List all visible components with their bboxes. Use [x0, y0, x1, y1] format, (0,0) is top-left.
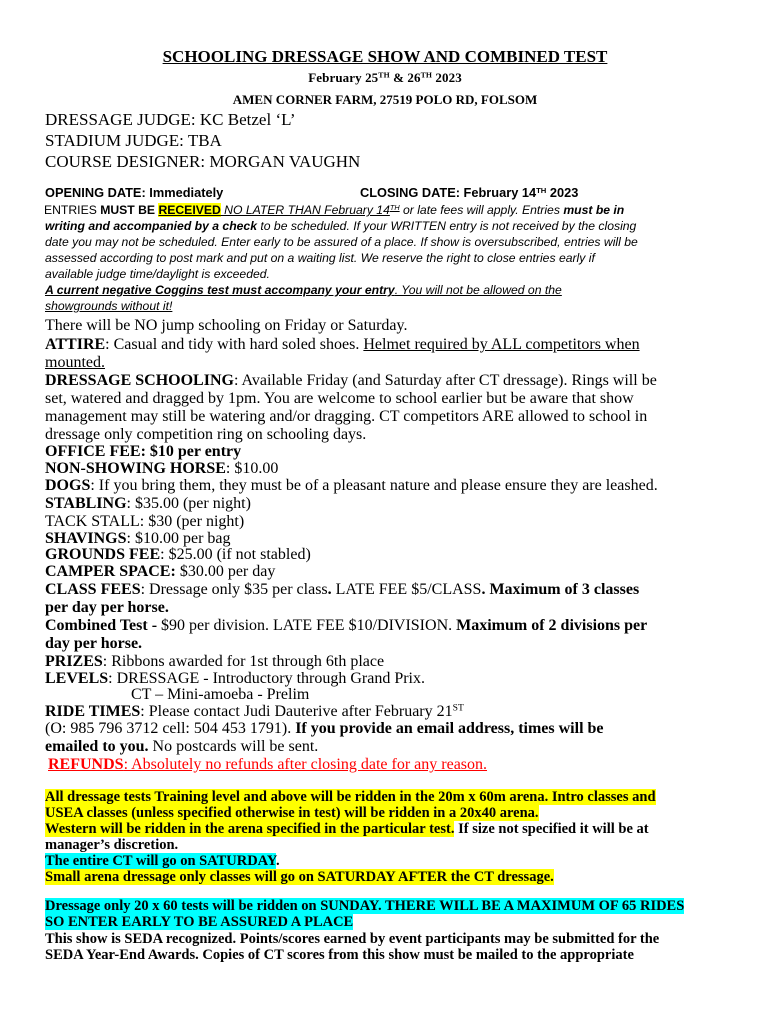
levels: LEVELS: DRESSAGE - Introductory through Grand Prix. [45, 670, 425, 687]
entries-line-3: date you may not be scheduled. Enter early to be assured of a place. If show is oversubscribed, entries will be [45, 235, 638, 249]
entries-line-5: available judge time/daylight is exceeded. [45, 267, 270, 281]
office-fee: OFFICE FEE: $10 per entry [45, 443, 242, 460]
opening-date: OPENING DATE: Immediately [45, 185, 224, 200]
dressage-judge: DRESSAGE JUDGE: KC Betzel ‘L’ [45, 110, 296, 129]
dressage-schooling-3: management may still be watering and/or dragging. CT competitors ARE allowed to school in [45, 408, 648, 425]
dressage-schooling-2: set, watered and dragged by 1pm. You are welcome to school earlier but be aware that show [45, 390, 634, 407]
page-title: SCHOOLING DRESSAGE SHOW AND COMBINED TEST [162, 47, 608, 66]
seda-note-2: SEDA Year-End Awards. Copies of CT scores from this show must be mailed to the appropriate [45, 947, 634, 963]
ride-times-contact: (O: 985 796 3712 cell: 504 453 1791). If you provide an email address, times will be [45, 720, 604, 737]
ct-saturday: The entire CT will go on SATURDAY. [45, 853, 280, 869]
coggins-notice-cont: showgrounds without it! [45, 299, 173, 313]
class-fees: CLASS FEES: Dressage only $35 per class. LATE FEE $5/CLASS. Maximum of 3 classes [45, 581, 640, 598]
stadium-judge: STADIUM JUDGE: TBA [45, 131, 222, 150]
stabling: STABLING: $35.00 (per night) [45, 495, 251, 512]
refunds: REFUNDS: Absolutely no refunds after closing date for any reason. [48, 756, 488, 773]
attire-cont: mounted. [45, 354, 105, 371]
venue: AMEN CORNER FARM, 27519 POLO RD, FOLSOM [232, 92, 538, 107]
prizes: PRIZES: Ribbons awarded for 1st through 6th place [45, 653, 385, 670]
sunday-note-2: SO ENTER EARLY TO BE ASSURED A PLACE [45, 914, 354, 930]
closing-date: CLOSING DATE: February 14TH 2023 [360, 185, 579, 200]
sunday-note: Dressage only 20 x 60 tests will be ridden on SUNDAY. THERE WILL BE A MAXIMUM OF 65 RIDES [45, 898, 685, 914]
course-designer: COURSE DESIGNER: MORGAN VAUGHN [45, 152, 361, 171]
levels-ct: CT – Mini-amoeba - Prelim [131, 686, 310, 703]
shavings: SHAVINGS: $10.00 per bag [45, 530, 231, 547]
no-jump-schooling: There will be NO jump schooling on Friday or Saturday. [45, 317, 408, 334]
tack-stall: TACK STALL: $30 (per night) [45, 513, 245, 530]
western-note: Western will be ridden in the arena specified in the particular test. If size not specified it will be at [45, 821, 649, 837]
non-showing-horse: NON-SHOWING HORSE: $10.00 [45, 460, 279, 477]
arena-note: All dressage tests Training level and above will be ridden in the 20m x 60m arena. Intro classes and [45, 789, 656, 805]
dressage-schooling: DRESSAGE SCHOOLING: Available Friday (and Saturday after CT dressage). Rings will be [45, 372, 657, 389]
ride-times: RIDE TIMES: Please contact Judi Dauterive after February 21ST [45, 702, 464, 720]
show-dates: February 25TH & 26TH 2023 [308, 70, 462, 85]
camper-space: CAMPER SPACE: $30.00 per day [45, 563, 276, 580]
western-note-2: manager’s discretion. [45, 837, 179, 853]
dressage-schooling-4: dressage only competition ring on schooling days. [45, 426, 367, 443]
ride-times-email: emailed to you. No postcards will be sent. [45, 738, 319, 755]
combined-test-fee: Combined Test - $90 per division. LATE FEE $10/DIVISION. Maximum of 2 divisions per [45, 617, 648, 634]
small-arena-note: Small arena dressage only classes will go on SATURDAY AFTER the CT dressage. [45, 869, 554, 885]
coggins-notice: A current negative Coggins test must accompany your entry. You will not be allowed on the [45, 283, 562, 297]
class-fees-cont: per day per horse. [45, 599, 169, 616]
entries-line-1: ENTRIES MUST BE RECEIVED NO LATER THAN February 14TH or late fees will apply. Entries must be in [44, 202, 625, 217]
entries-line-2: writing and accompanied by a check to be scheduled. If your WRITTEN entry is not received by the closing [45, 219, 637, 233]
attire: ATTIRE: Casual and tidy with hard soled shoes. Helmet required by ALL competitors when [45, 336, 640, 353]
seda-note: This show is SEDA recognized. Points/scores earned by event participants may be submitted for the [45, 931, 660, 947]
combined-test-fee-cont: day per horse. [45, 635, 143, 652]
grounds-fee: GROUNDS FEE: $25.00 (if not stabled) [45, 546, 311, 563]
entries-line-4: assessed according to post mark and put on a waiting list. We reserve the right to close entries early if [45, 251, 595, 265]
dogs: DOGS: If you bring them, they must be of a pleasant nature and please ensure they are leashed. [45, 477, 658, 494]
arena-note-2: USEA classes (unless specified otherwise in test) will be ridden in a 20x40 arena. [45, 805, 539, 821]
